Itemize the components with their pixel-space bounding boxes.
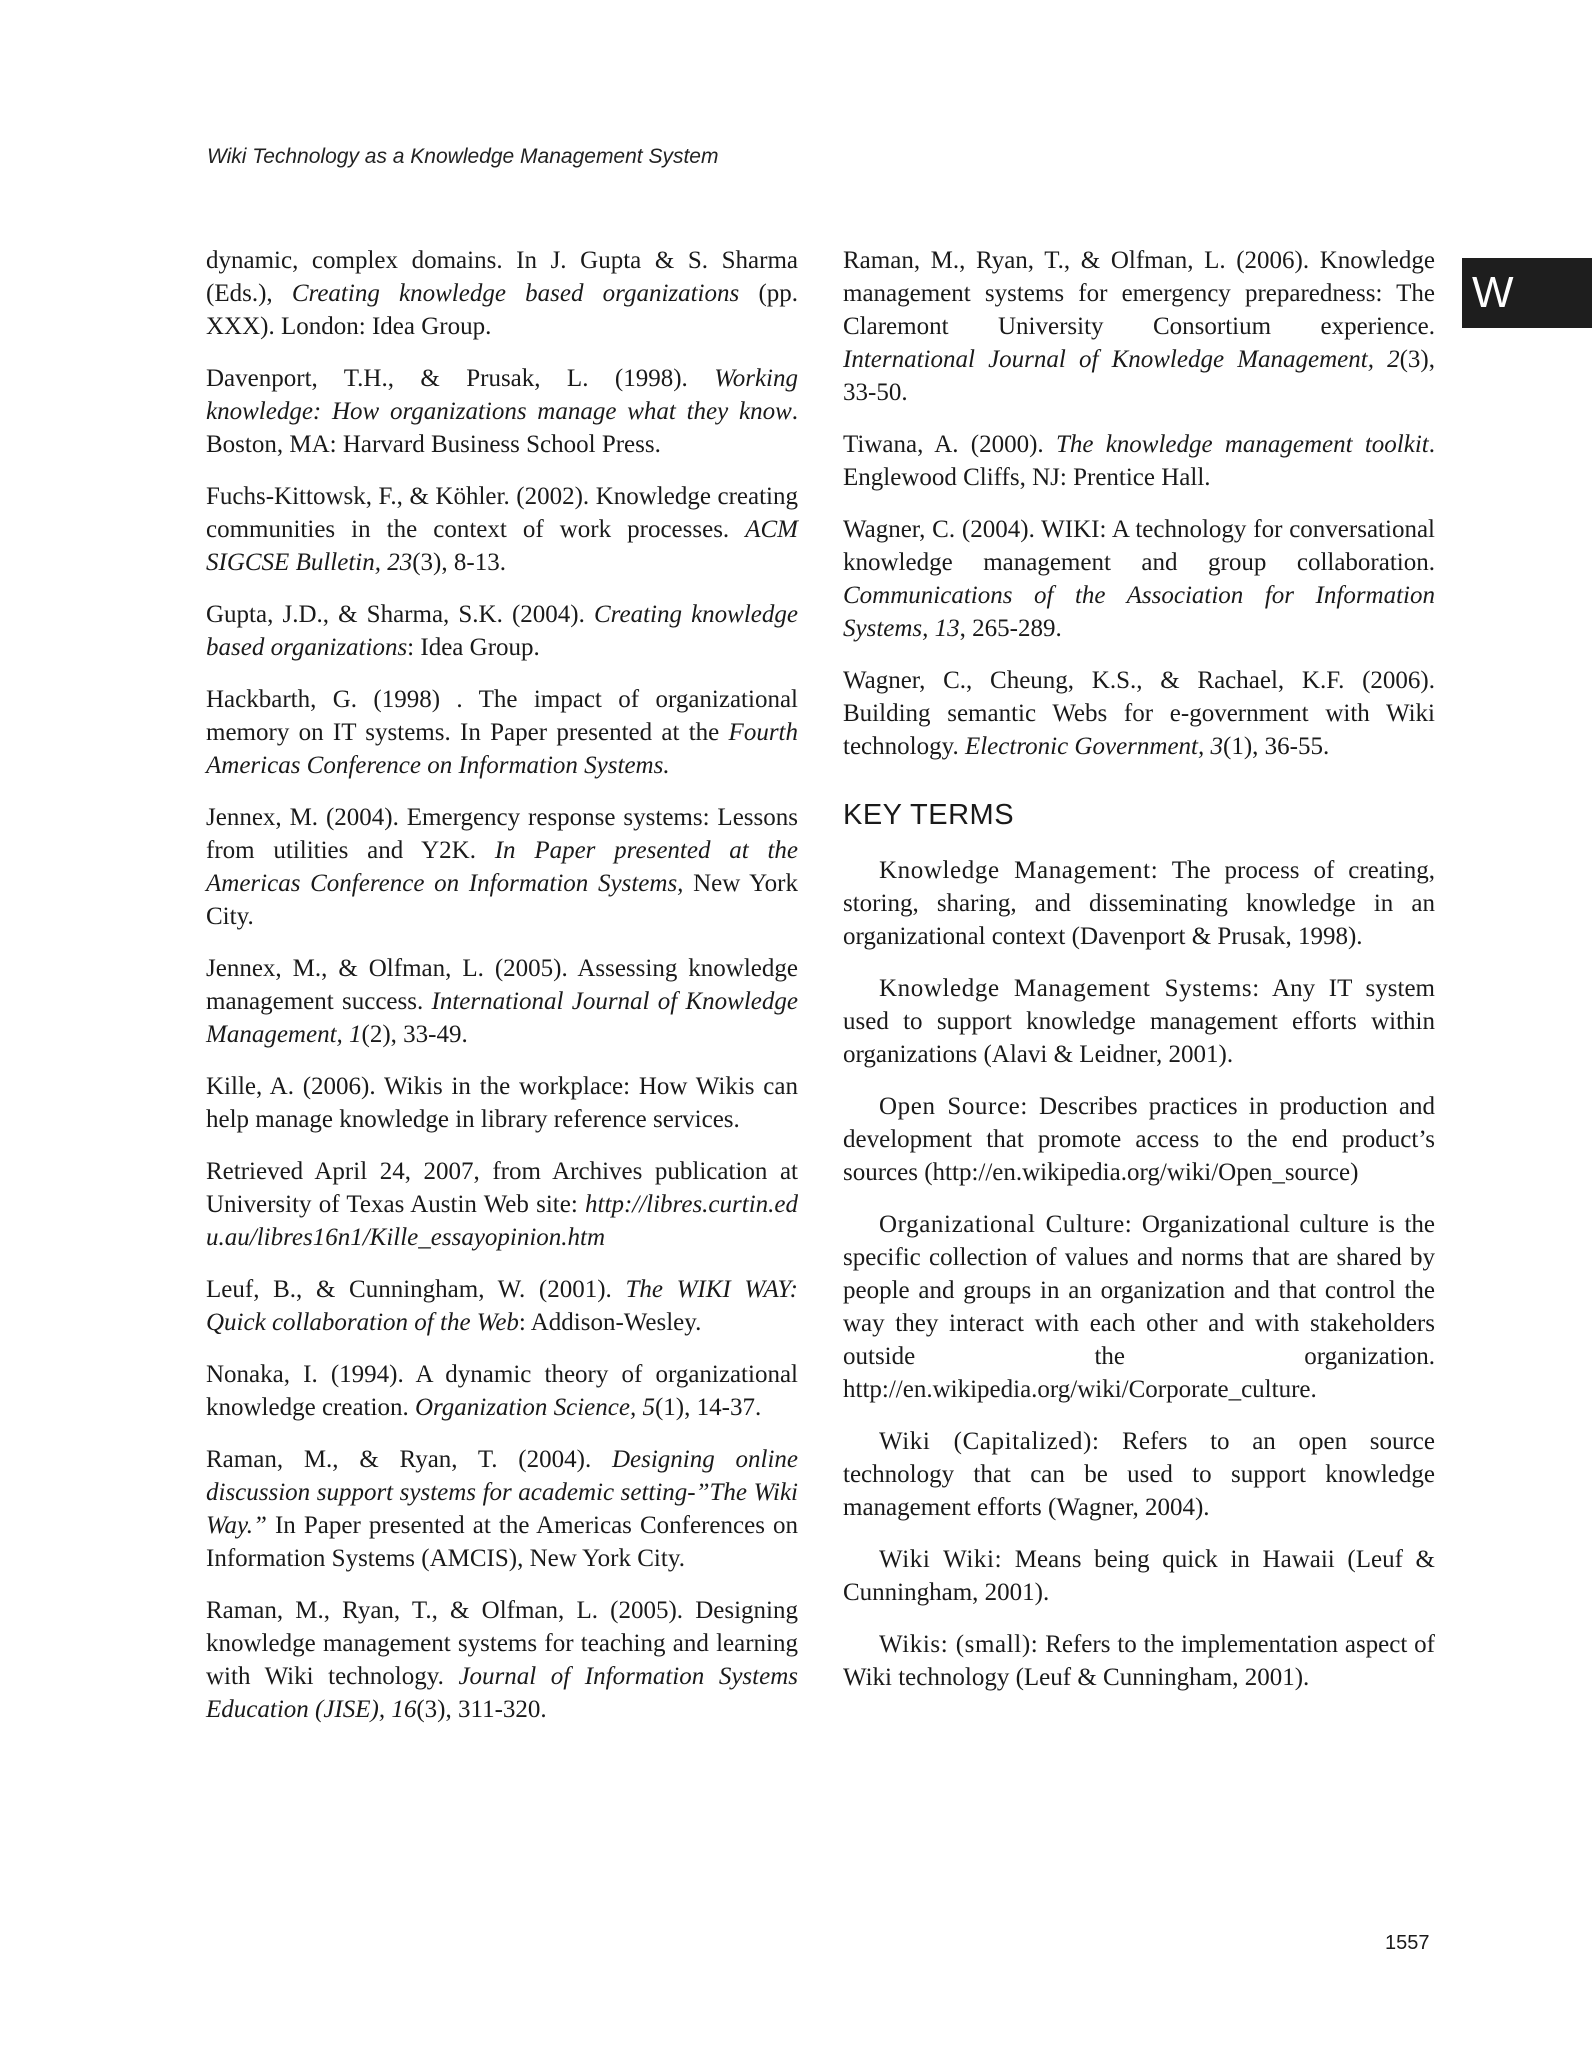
reference-entry: Raman, M., Ryan, T., & Olfman, L. (2006). Knowledge management systems for emergency preparedness: The Claremont University Consortium experience. International Journal of Knowledge Management, 2(3), 33-50. xyxy=(843,247,1435,406)
section-tab: W xyxy=(1462,258,1592,328)
running-head: Wiki Technology as a Knowledge Management System xyxy=(207,145,719,168)
reference-entry: Raman, M., Ryan, T., & Olfman, L. (2005). Designing knowledge management systems for teaching and learning with Wiki technology. Journal of Information Systems Education (JISE), 16(3), 311-320. xyxy=(206,1597,798,1723)
key-term-entry: Knowledge Management: The process of creating, storing, sharing, and disseminating knowledge in an organizational context (Davenport & Prusak, 1998). xyxy=(843,857,1435,950)
key-term-entry: Knowledge Management Systems: Any IT system used to support knowledge management efforts within organizations (Alavi & Leidner, 2001). xyxy=(843,975,1435,1068)
key-term-name: Knowledge Management: xyxy=(879,857,1159,884)
key-term-name: Wiki Wiki: xyxy=(879,1546,1003,1573)
right-column xyxy=(843,244,1435,1713)
reference-entry: Wagner, C. (2004). WIKI: A technology for conversational knowledge management and group collaboration. Communications of the Association for Information Systems, 13, 265-289. xyxy=(843,516,1435,642)
key-term-entry: Wiki (Capitalized): Refers to an open source technology that can be used to support knowledge management efforts (Wagner, 2004). xyxy=(843,1428,1435,1521)
key-term-name: Open Source: xyxy=(879,1093,1028,1120)
key-term-name: Knowledge Management Systems: xyxy=(879,975,1260,1002)
reference-entry: Nonaka, I. (1994). A dynamic theory of organizational knowledge creation. Organization Science, 5(1), 14-37. xyxy=(206,1361,798,1421)
reference-entry: Davenport, T.H., & Prusak, L. (1998). Working knowledge: How organizations manage what they know. Boston, MA: Harvard Business School Press. xyxy=(206,365,798,458)
reference-entry: Fuchs-Kittowsk, F., & Köhler. (2002). Knowledge creating communities in the context of work processes. ACM SIGCSE Bulletin, 23(3), 8-13. xyxy=(206,483,798,576)
reference-entry: Raman, M., & Ryan, T. (2004). Designing online discussion support systems for academic setting-”The Wiki Way.” In Paper presented at the Americas Conferences on Information Systems (AMCIS), New York City. xyxy=(206,1446,798,1572)
reference-entry: Jennex, M., & Olfman, L. (2005). Assessing knowledge management success. International Journal of Knowledge Management, 1(2), 33-49. xyxy=(206,955,798,1048)
reference-entry: Kille, A. (2006). Wikis in the workplace: How Wikis can help manage knowledge in library reference services. xyxy=(206,1073,798,1133)
reference-entry: Jennex, M. (2004). Emergency response systems: Lessons from utilities and Y2K. In Paper presented at the Americas Conference on Information Systems, New York City. xyxy=(206,804,798,930)
key-term-entry: Open Source: Describes practices in production and development that promote access to the end product’s sources (http://en.wikipedia.org/wiki/Open_source) xyxy=(843,1093,1435,1186)
reference-entry: Wagner, C., Cheung, K.S., & Rachael, K.F. (2006). Building semantic Webs for e-government with Wiki technology. Electronic Government, 3(1), 36-55. xyxy=(843,667,1435,760)
reference-entry: dynamic, complex domains. In J. Gupta & S. Sharma (Eds.), Creating knowledge based organizations (pp. XXX). London: Idea Group. xyxy=(206,247,799,340)
key-term-entry: Wikis: (small): Refers to the implementation aspect of Wiki technology (Leuf & Cunningham, 2001). xyxy=(843,1631,1436,1691)
key-term-name: Organizational Culture: xyxy=(879,1211,1133,1238)
reference-entry: Retrieved April 24, 2007, from Archives publication at University of Texas Austin Web site: http://libres.curtin.edu.au/libres16n1/Kille_essayopinion.htm xyxy=(206,1158,798,1251)
reference-entry: Leuf, B., & Cunningham, W. (2001). The WIKI WAY: Quick collaboration of the Web: Addison-Wesley. xyxy=(206,1276,798,1336)
key-term-name: Wikis: (small): xyxy=(879,1631,1039,1658)
key-terms-heading: KEY TERMS xyxy=(843,799,1015,831)
key-term-entry: Wiki Wiki: Means being quick in Hawaii (Leuf & Cunningham, 2001). xyxy=(843,1546,1435,1606)
page-number: 1557 xyxy=(1385,1932,1430,1954)
reference-entry: Gupta, J.D., & Sharma, S.K. (2004). Creating knowledge based organizations: Idea Group. xyxy=(206,601,798,661)
key-term-name: Wiki (Capitalized): xyxy=(879,1428,1100,1455)
reference-entry: Hackbarth, G. (1998) . The impact of organizational memory on IT systems. In Paper presented at the Fourth Americas Conference on Information Systems. xyxy=(206,686,798,779)
left-column xyxy=(206,244,798,1745)
reference-entry: Tiwana, A. (2000). The knowledge management toolkit. Englewood Cliffs, NJ: Prentice Hall. xyxy=(843,431,1435,491)
key-term-entry: Organizational Culture: Organizational culture is the specific collection of values and norms that are shared by people and groups in an organization and that control the way they interact with each other and with stakeholders outside the organization. http://en.wikipedia.org/wiki/Corporate_culture. xyxy=(843,1211,1435,1403)
